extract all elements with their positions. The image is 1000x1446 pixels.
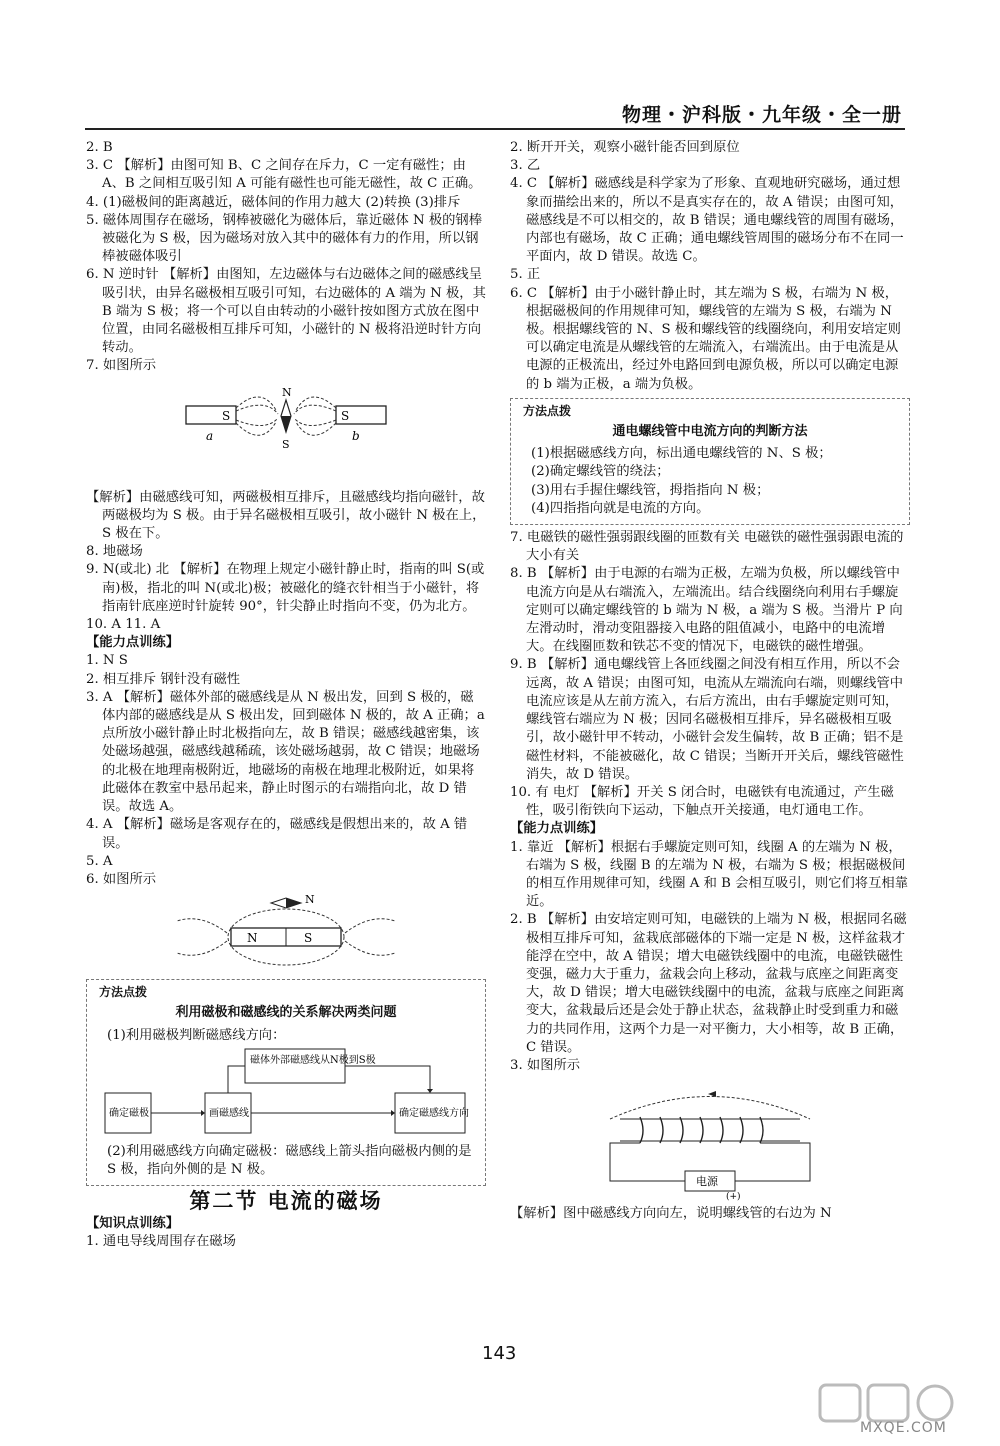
answer-item: 1. 靠近 【解析】根据右手螺旋定则可知，线圈 A 的左端为 N 极，右端为 S 极，线圈 B 的左端为 N 极，右端为 S 极；根据磁极间的相互作用规律可知，线圈 A 和 B 会相互吸引，则它们将互相靠近。 [510, 839, 908, 910]
answer-item: 10. A 11. A [86, 617, 161, 633]
answer-item: 6. C 【解析】由于小磁针静止时，其左端为 S 极，右端为 N 极，根据磁极间的作用规律可知，螺线管的左端为 S 极，右端为 N 极。根据螺线管的 N、S 极和螺线管的线圈绕向，利用安培定则可以确定电流是从螺线管的左端流入，右端流出。由于电流是从电源的正极流出，经过外电路回到电源负极，所以可以确定电源的 b 端为正极，a 端为负极。 [510, 285, 901, 392]
section-subheading: 【能力点训练】 [510, 821, 604, 837]
flow-box-mid: 画磁感线 [209, 1107, 249, 1119]
method-box-1 [86, 979, 486, 1186]
needle-s-label: S [282, 437, 290, 451]
method-label: 方法点拨 [519, 402, 575, 420]
method-line: (4)四指指向就是电流的方向。 [531, 500, 710, 516]
answer-item: 【解析】由磁感线可知，两磁极相互排斥，且磁感线均指向磁针，故两磁极均为 S 极。由于异名磁极相互吸引，故小磁针 N 极在上，S 极在下。 [86, 489, 486, 542]
method-line: (1)利用磁极判断磁感线方向： [107, 1027, 286, 1043]
magnet-pole-label: S [222, 408, 231, 423]
answer-item: 8. 地磁场 [86, 544, 143, 560]
needle-n-label: N [282, 385, 292, 399]
answer-item: 6. N 逆时针 【解析】由图知，左边磁体与右边磁体之间的磁感线呈吸引状，由异名磁极相互吸引可知，右边磁体的 A 端为 N 极，其 B 端为 S 极；将一个可以自由转动的小磁针按如图方式放在图中位置，由同名磁极相互排斥可知，小磁针的 N 极将沿逆时针方向转动。 [86, 267, 486, 356]
method-line: (2)利用磁感线方向确定磁极：磁感线上箭头指向磁极内侧的是 S 极，指向外侧的是 N 极。 [107, 1143, 472, 1178]
bar-magnet-figure-6 [171, 893, 401, 975]
answer-item: 4. (1)磁极间的距离越近，磁体间的作用力越大 (2)转换 (3)排斥 [86, 194, 461, 210]
magnet-n-label: N [247, 931, 258, 946]
answer-item: 1. N S [86, 653, 128, 669]
method-box-2 [510, 398, 910, 525]
answer-item: 1. 通电导线周围存在磁场 [86, 1233, 236, 1249]
method-line: (2)确定螺线管的绕法； [531, 464, 670, 480]
header-rule [85, 128, 905, 130]
flow-box-left: 确定磁极 [109, 1107, 149, 1119]
needle-n-label: N [305, 893, 315, 907]
method-line: (3)用右手握住螺线管，拇指指向 N 极； [531, 482, 770, 498]
answer-item: 9. B 【解析】通电螺线管上各匝线圈之间没有相互作用，所以不会远离，故 A 错误；由图可知，电流从左端流向右端，则螺线管中电流应该是从左前方流入，右后方流出，由右手螺旋定则可知，螺线管右端应为 N 极；因同名磁极相互排斥，异名磁极相互吸引，故小磁针甲不转动，小磁针会发生偏转，故 B 正确；铝不是磁性材料，不能被磁化，故 C 错误；当断开开关后，螺线管磁性消失，故 D 错误。 [510, 657, 904, 782]
answer-item: 2. 断开开关，观察小磁针能否回到原位 [510, 140, 740, 155]
page-number: 143 [482, 1343, 517, 1364]
answer-item: 4. A 【解析】磁场是客观存在的，磁感线是假想出来的，故 A 错误。 [86, 817, 468, 851]
solenoid-figure-3 [580, 1079, 840, 1201]
method-title: 利用磁极和磁感线的关系解决两类问题 [175, 1005, 397, 1021]
right-column [510, 139, 910, 1223]
method-flowchart [95, 1045, 475, 1137]
positive-terminal-label: (+) [726, 1192, 741, 1202]
answer-item: 3. C 【解析】由图可知 B、C 之间存在斥力，C 一定有磁性；由 A、B 之间相互吸引知 A 可能有磁性也可能无磁性，故 C 正确。 [86, 158, 482, 192]
method-label: 方法点拨 [95, 983, 151, 1001]
answer-item: 5. 正 [510, 267, 541, 283]
page-header: 物理・沪科版・九年级・全一册 [621, 104, 902, 126]
magnet-pole-label: S [341, 408, 350, 423]
answer-item: 2. B 【解析】由安培定则可知，电磁铁的上端为 N 极，根据同名磁极相互排斥可知，盆栽底部磁体的下端一定是 N 极，这样盆栽才能浮在空中，故 A 错误；增大电磁铁线圈中的电流，电磁铁磁性变强，磁力大于重力，盆栽会向上移动，盆栽与底座之间距离变大，故 D 错误；增大电磁铁线圈中的电流，盆栽与底座之间距离变大，盆栽最后还是会处于静止状态，盆栽静止时受到重力和磁力的共同作用，这两个力是一对平衡力，大小相等，故 B 正确，C 错误。 [510, 912, 907, 1055]
answer-item: 8. B 【解析】由于电源的右端为正极，左端为负极，所以螺线管中电流方向是从右端流入，左端流出。结合线圈绕向利用右手螺旋定则可以确定螺线管的 b 端为 N 极，a 端为 S 极。当滑片 P 向左滑动时，滑动变阻器接入电路的阻值减小，电路中的电流增大。在线圈匝数和铁芯不变的情况下，电磁铁的磁性增强。 [510, 566, 903, 655]
left-column [86, 139, 486, 1251]
answer-item: 3. A 【解析】磁体外部的磁感线是从 N 极出发，回到 S 极的，磁体内部的磁感线是从 S 极出发，回到磁体 N 极的，故 A 正确；a 点所放小磁针静止时北极指向左，故 B 错误；磁感线越密集，该处磁场越强，磁感线越稀疏，该处磁场越弱，故 C 错误；地磁场的北极在地理南极附近，地磁场的南极在地理北极附近，如果将此磁体在教室中悬吊起来，静止时图示的右端指向北，故 D 错误。故选 A。 [86, 689, 485, 815]
method-title: 通电螺线管中电流方向的判断方法 [612, 424, 808, 440]
answer-item: 7. 如图所示 [86, 358, 157, 374]
section-subheading: 【能力点训练】 [86, 635, 180, 651]
answer-item: 3. 如图所示 [510, 1057, 581, 1073]
answer-item: 2. 相互排斥 钢针没有磁性 [86, 671, 241, 687]
method-line: (1)根据磁感线方向，标出通电螺线管的 N、S 极； [531, 446, 832, 462]
answer-item: 5. A [86, 853, 113, 869]
answer-item: 9. N(或北) 北 【解析】在物理上规定小磁针静止时，指南的叫 S(或南)极，指北的叫 N(或北)极；被磁化的缝衣针相当于小磁针，将指南针底座逆时针旋转 90°，针尖静止时指向不变，仍为北方。 [86, 562, 485, 614]
magnet-field-figure-7 [176, 380, 396, 485]
section-title: 第二节 电流的磁场 [189, 1189, 383, 1214]
watermark-text: MXQE.COM [860, 1420, 947, 1436]
end-label-a: a [206, 428, 214, 443]
section-subheading: 【知识点训练】 [86, 1215, 180, 1231]
answer-item: 4. C 【解析】磁感线是科学家为了形象、直观地研究磁场，通过想象而描绘出来的，所以不是真实存在的，故 A 错误；由图可知，磁感线是不可以相交的，故 B 错误；通电螺线管的周围有磁场，内部也有磁场，故 C 正确；通电螺线管周围的磁场分布不在同一平面内，故 D 错误。故选 C。 [510, 176, 904, 265]
answer-item: 3. 乙 [510, 158, 541, 174]
answer-item: 6. 如图所示 [86, 871, 157, 887]
answer-item: 2. B [86, 140, 113, 155]
flow-box-top: 磁体外部磁感线从N极到S极 [250, 1054, 376, 1066]
answer-item: 5. 磁体周围存在磁场，钢棒被磁化为磁体后，靠近磁体 N 极的钢棒被磁化为 S 极，因为磁场对放入其中的磁体有力的作用，所以钢棒被磁体吸引 [86, 212, 483, 265]
end-label-b: b [352, 428, 360, 443]
power-source-label: 电源 [696, 1175, 718, 1189]
answer-item: 10. 有 电灯 【解析】开关 S 闭合时，电磁铁有电流通过，产生磁性，吸引衔铁向下运动，下触点开关接通，电灯通电工作。 [510, 784, 894, 819]
flow-box-right: 确定磁感线方向 [399, 1107, 469, 1119]
magnet-s-label: S [304, 931, 313, 946]
answer-item: 7. 电磁铁的磁性强弱跟线圈的匝数有关 电磁铁的磁性强弱跟电流的大小有关 [510, 530, 904, 564]
answer-item: 【解析】图中磁感线方向向左，说明螺线管的右边为 N [510, 1206, 832, 1222]
